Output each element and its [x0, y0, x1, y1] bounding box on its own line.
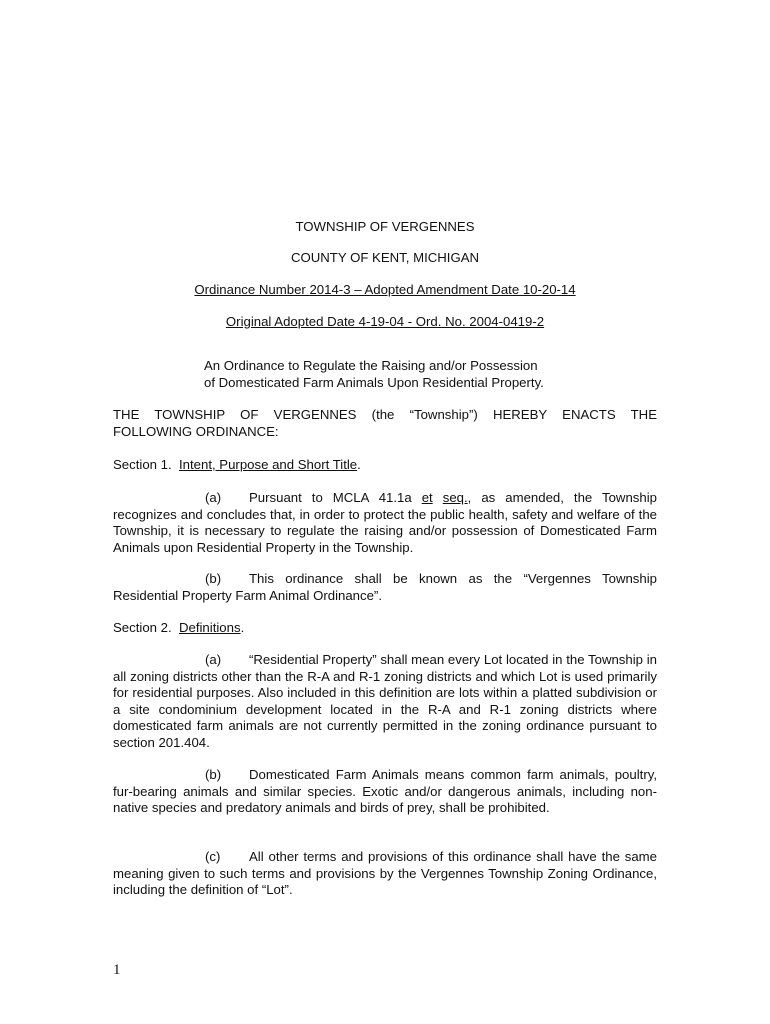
section-1-prefix: Section 1.: [113, 457, 172, 472]
section-1-a-seq: seq.: [442, 490, 468, 505]
section-2-c-label: (c): [205, 849, 221, 864]
section-1-b-text: This ordinance shall be known as the “Vergennes Township Residential Property Farm Animal Ordinance”.: [113, 571, 657, 603]
county-title: COUNTY OF KENT, MICHIGAN: [290, 250, 480, 265]
section-1-a-et: et: [421, 490, 433, 505]
original-adopted-text: Original Adopted Date 4-19-04 - Ord. No. 2004-0419-2: [225, 314, 545, 329]
section-2-paragraph-b: [113, 767, 657, 817]
section-1-a-text-end: , as amended, the Township recognizes and concludes that, in order to protect the public health, safety and welfare of the Township, it is necessary to regulate the raising and/or possession of Domesticated Farm Animals upon Residential Property in the Township.: [113, 490, 657, 555]
section-2-b-text: Domesticated Farm Animals means common farm animals, poultry, fur-bearing animals and similar species. Exotic and/or dangerous animals, including non-native species and predatory animals and birds of prey, shall be prohibited.: [113, 767, 657, 816]
township-title: TOWNSHIP OF VERGENNES: [295, 219, 475, 234]
section-2-c-text: All other terms and provisions of this ordinance shall have the same meaning given to such terms and provisions by the Vergennes Township Zoning Ordinance, including the definition of “Lot”.: [113, 849, 657, 898]
section-1-b-label: (b): [205, 571, 222, 586]
section-1-a-text-start: Pursuant to MCLA 41.1a: [249, 490, 422, 505]
ordinance-number-text: Ordinance Number 2014-3 – Adopted Amendment Date 10-20-14: [194, 282, 576, 297]
ordinance-number-line: [0, 282, 770, 297]
page-number: 1: [113, 962, 121, 978]
enacts-clause: [113, 407, 657, 440]
section-1-heading: Section 1. Intent, Purpose and Short Title.: [113, 457, 361, 472]
section-1-a-label: (a): [205, 490, 222, 505]
section-2-prefix: Section 2.: [113, 620, 172, 635]
section-1-paragraph-b: [113, 571, 657, 604]
purpose-line-1: An Ordinance to Regulate the Raising and/or Possession: [204, 358, 538, 373]
section-2-a-label: (a): [205, 652, 222, 667]
section-2-heading: Section 2. Definitions.: [113, 620, 245, 635]
section-1-title: Intent, Purpose and Short Title: [178, 457, 358, 472]
original-adopted-line: [0, 314, 770, 329]
purpose-line-2: of Domesticated Farm Animals Upon Residential Property.: [204, 374, 544, 390]
section-2-paragraph-c: [113, 849, 657, 899]
section-2-a-text: “Residential Property” shall mean every Lot located in the Township in all zoning districts other than the R-A and R-1 zoning districts and which Lot is used primarily for residential purposes. Also included in this definition are lots within a platted subdivision or a site condominium development located in the R-A and R-1 zoning districts where domesticated farm animals are not currently permitted in the zoning ordinance pursuant to section 201.404.: [113, 652, 657, 750]
section-2-paragraph-a: [113, 652, 657, 752]
section-1-paragraph-a: [113, 490, 657, 556]
section-2-title: Definitions: [178, 620, 241, 635]
enacts-line-2: FOLLOWING ORDINANCE:: [113, 423, 279, 439]
ordinance-purpose: [204, 358, 624, 391]
section-2-b-label: (b): [205, 767, 222, 782]
enacts-line-1: THE TOWNSHIP OF VERGENNES (the “Township”) HEREBY ENACTS THE: [113, 407, 657, 422]
